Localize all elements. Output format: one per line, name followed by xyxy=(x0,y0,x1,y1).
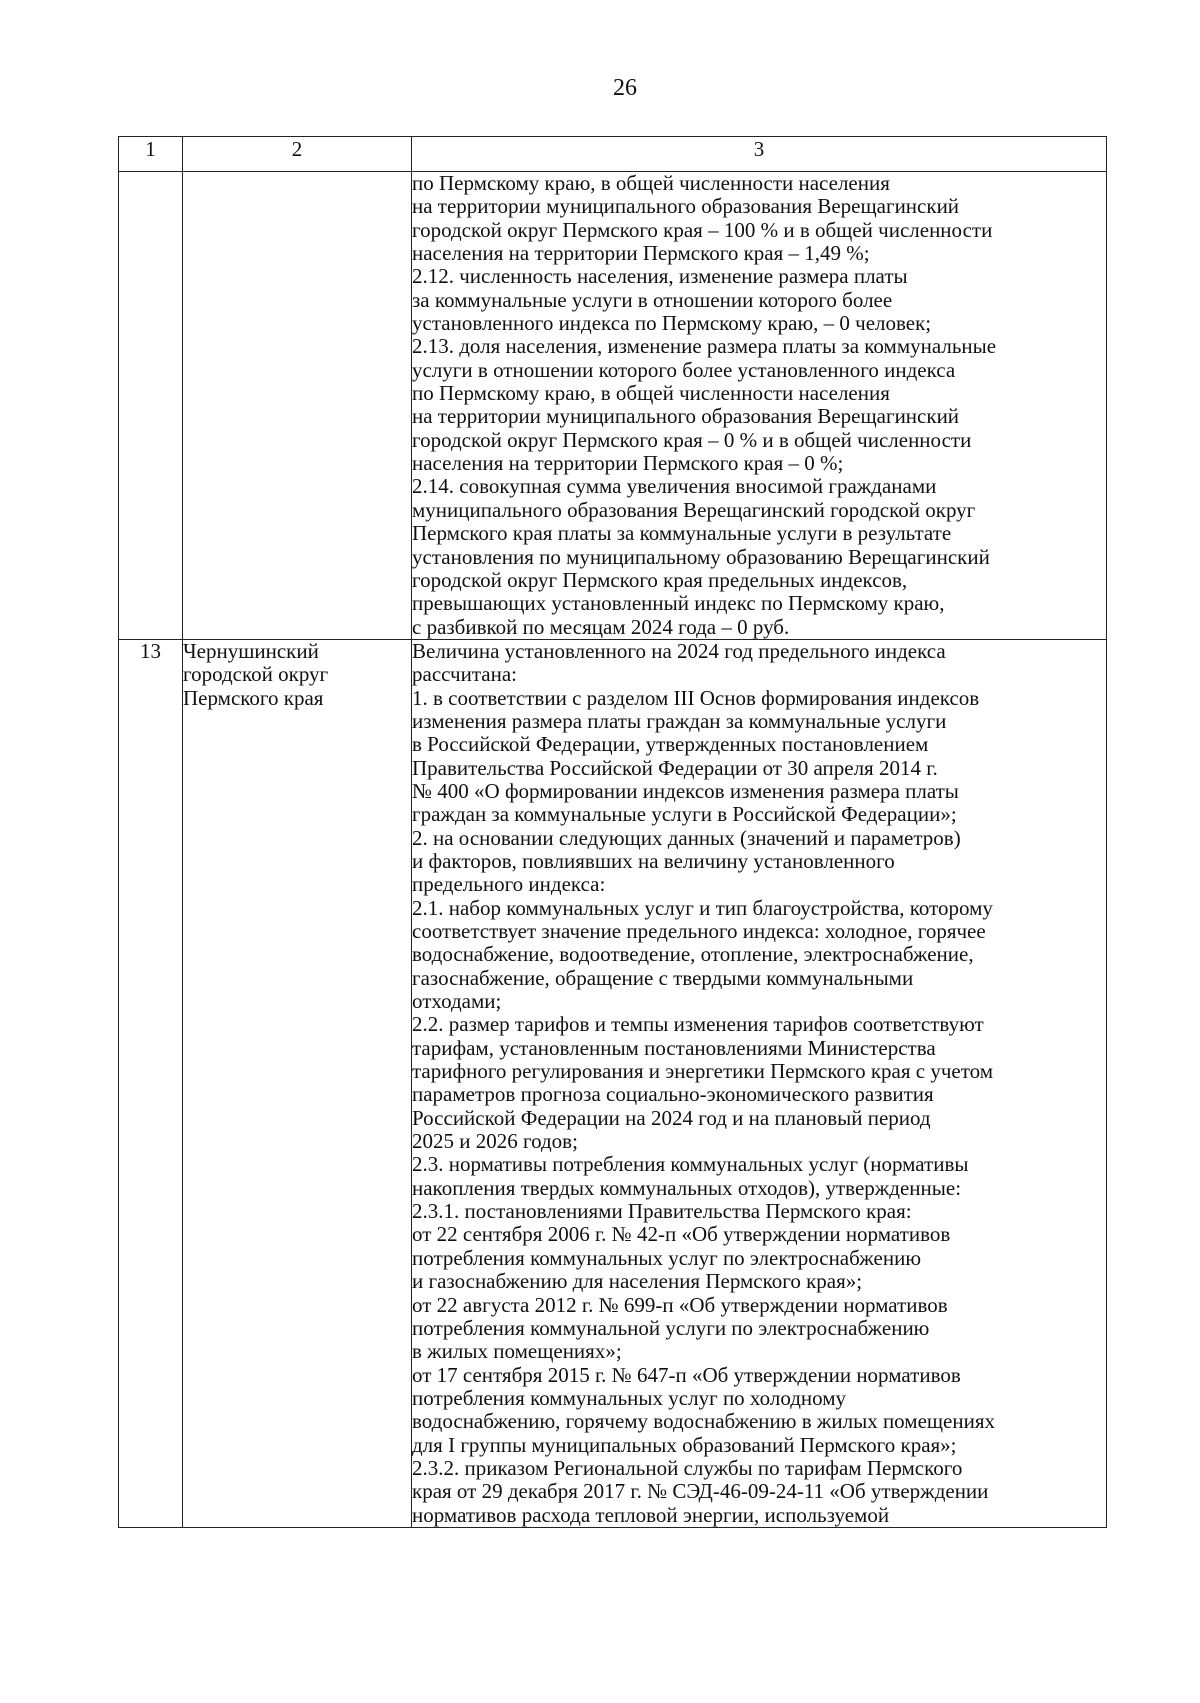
text-line: от 17 сентября 2015 г. № 647-п «Об утверждении нормативов xyxy=(412,1362,961,1387)
text-line: 2.3.2. приказом Региональной службы по тарифам Пермского xyxy=(412,1455,963,1480)
text-line: установления по муниципальному образованию Верещагинский xyxy=(412,544,990,569)
text-line: потребления коммунальной услуги по электроснабжению xyxy=(412,1315,930,1340)
text-line: Пермского края платы за коммунальные услуги в результате xyxy=(412,521,952,546)
page-number: 26 xyxy=(613,75,637,101)
text-line: с разбивкой по месяцам 2024 года – 0 руб. xyxy=(412,614,790,639)
row-description xyxy=(412,172,1107,640)
text-line: 2.13. доля населения, изменение размера платы за коммунальные xyxy=(412,334,997,359)
row-number xyxy=(119,172,183,640)
text-line: 2.3. нормативы потребления коммунальных услуг (нормативы xyxy=(412,1152,969,1177)
text-line: потребления коммунальных услуг по электроснабжению xyxy=(412,1245,922,1270)
text-line: городской округ xyxy=(183,662,329,687)
column-header-2: 2 xyxy=(183,137,412,172)
text-line: по Пермскому краю, в общей численности населения xyxy=(412,381,890,406)
text-line: водоснабжение, водоотведение, отопление, электроснабжение, xyxy=(412,942,974,967)
text-line: за коммунальные услуги в отношении которого более xyxy=(412,287,893,312)
text-line: по Пермскому краю, в общей численности населения xyxy=(412,171,890,195)
row-number: 13 xyxy=(119,639,183,1527)
text-line: 2.1. набор коммунальных услуг и тип благоустройства, которому xyxy=(412,895,993,920)
text-line: для I группы муниципальных образований Пермского края»; xyxy=(412,1432,957,1457)
text-line: городской округ Пермского края предельных индексов, xyxy=(412,567,908,592)
text-line: Правительства Российской Федерации от 30 апреля 2014 г. xyxy=(412,755,938,780)
text-line: на территории муниципального образования Верещагинский xyxy=(412,404,960,429)
text-line: предельного индекса: xyxy=(412,872,606,897)
text-line: 2.12. численность населения, изменение размера платы xyxy=(412,264,908,289)
text-line: на территории муниципального образования Верещагинский xyxy=(412,194,960,219)
text-line: параметров прогноза социально-экономического развития xyxy=(412,1082,934,1107)
text-line: Российской Федерации на 2024 год и на плановый период xyxy=(412,1105,931,1130)
text-line: в жилых помещениях»; xyxy=(412,1339,622,1364)
text-line: 2.14. совокупная сумма увеличения вносимой гражданами xyxy=(412,474,937,499)
text-line: городской округ Пермского края – 100 % и в общей численности xyxy=(412,217,993,242)
text-line: от 22 сентября 2006 г. № 42-п «Об утверждении нормативов xyxy=(412,1222,951,1247)
text-line: рассчитана: xyxy=(412,662,517,687)
text-line: Величина установленного на 2024 год предельного индекса xyxy=(412,638,946,663)
table-header-row xyxy=(119,137,1107,172)
text-line: от 22 августа 2012 г. № 699-п «Об утверждении нормативов xyxy=(412,1292,948,1317)
text-line: населения на территории Пермского края – 0 %; xyxy=(412,451,844,476)
column-header-1: 1 xyxy=(119,137,183,172)
text-line: отходами; xyxy=(412,989,502,1014)
text-line: превышающих установленный индекс по Пермскому краю, xyxy=(412,591,945,616)
text-line: 2025 и 2026 годов; xyxy=(412,1129,578,1154)
text-line: муниципального образования Верещагинский городской округ xyxy=(412,497,976,522)
text-line: соответствует значение предельного индекса: холодное, горячее xyxy=(412,919,986,943)
text-line: водоснабжению, горячему водоснабжению в жилых помещениях xyxy=(412,1409,996,1434)
municipality-name xyxy=(183,639,412,1527)
text-line: населения на территории Пермского края – 1,49 %; xyxy=(412,241,870,266)
text-line: изменения размера платы граждан за коммунальные услуги xyxy=(412,708,947,733)
table-row xyxy=(119,172,1107,640)
text-line: тарифного регулирования и энергетики Пермского края с учетом xyxy=(412,1059,994,1084)
text-line: края от 29 декабря 2017 г. № СЭД-46-09-24-11 «Об утверждении xyxy=(412,1479,989,1504)
table-row xyxy=(119,639,1107,1527)
column-header-3: 3 xyxy=(412,137,1107,172)
text-line: городской округ Пермского края – 0 % и в общей численности xyxy=(412,427,972,452)
document-table xyxy=(118,136,1107,1528)
text-line: и газоснабжению для населения Пермского края»; xyxy=(412,1269,863,1294)
text-line: нормативов расхода тепловой энергии, используемой xyxy=(412,1502,890,1527)
text-line: 2.3.1. постановлениями Правительства Пермского края: xyxy=(412,1199,912,1224)
text-line: № 400 «О формировании индексов изменения размера платы xyxy=(412,778,959,803)
text-line: газоснабжение, обращение с твердыми коммунальными xyxy=(412,965,914,990)
text-line: установленного индекса по Пермскому краю, – 0 человек; xyxy=(412,311,932,336)
text-line: в Российской Федерации, утвержденных постановлением xyxy=(412,732,929,757)
row-description xyxy=(412,639,1107,1527)
municipality-name xyxy=(183,172,412,640)
text-line: Пермского края xyxy=(183,685,324,710)
text-line: 2. на основании следующих данных (значений и параметров) xyxy=(412,825,961,850)
text-line: 2.2. размер тарифов и темпы изменения тарифов соответствуют xyxy=(412,1012,984,1037)
text-line: граждан за коммунальные услуги в Российской Федерации»; xyxy=(412,802,957,827)
text-line: потребления коммунальных услуг по холодному xyxy=(412,1385,847,1410)
text-line: 1. в соответствии с разделом III Основ формирования индексов xyxy=(412,685,980,710)
text-line: и факторов, повлиявших на величину установленного xyxy=(412,848,895,873)
text-line: тарифам, установленным постановлениями Министерства xyxy=(412,1035,936,1060)
text-line: Чернушинский xyxy=(183,638,319,663)
text-line: накопления твердых коммунальных отходов), утвержденные: xyxy=(412,1175,962,1200)
text-line: услуги в отношении которого более установленного индекса xyxy=(412,357,956,382)
